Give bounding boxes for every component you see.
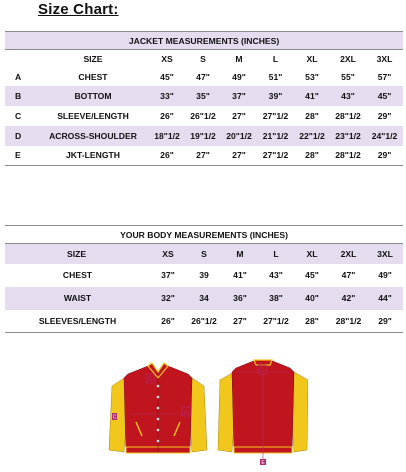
column-header: 3XL <box>377 248 393 259</box>
row-letter: A <box>15 71 22 82</box>
table-cell: 27"1/2 <box>262 110 289 121</box>
table-cell: 44" <box>378 293 392 303</box>
jacket-illustration <box>108 352 308 468</box>
column-header: XS <box>162 248 174 259</box>
jacket-measurements-table <box>5 31 403 166</box>
column-header: S <box>200 53 206 64</box>
table-cell: 27" <box>196 150 210 161</box>
table-cell: 55" <box>341 71 355 82</box>
jacket-front-view <box>109 363 207 453</box>
table-cell: 24"1/2 <box>371 130 398 141</box>
marker-c <box>112 413 117 421</box>
svg-text:D: D <box>259 368 265 374</box>
column-header: M <box>236 248 244 259</box>
table-cell: 41" <box>233 270 247 280</box>
row-label: WAIST <box>63 293 92 303</box>
table-cell: 27" <box>232 110 246 121</box>
table-cell: 45" <box>377 90 392 101</box>
table-cell: 43" <box>341 90 355 101</box>
svg-text:A: A <box>183 410 189 416</box>
table-cell: 23"1/2 <box>335 130 361 141</box>
column-header: M <box>235 53 243 64</box>
table-caption: JACKET MEASUREMENTS (INCHES) <box>128 35 280 46</box>
column-header: L <box>272 53 279 64</box>
table-cell: 29" <box>377 150 392 161</box>
table-cell: 28" <box>305 150 319 161</box>
column-header: L <box>273 248 279 259</box>
table-cell: 33" <box>160 90 174 101</box>
table-cell: 41" <box>305 90 319 101</box>
table-row <box>5 68 403 86</box>
row-label: SLEEVE/LENGTH <box>57 110 129 121</box>
table-cell: 39 <box>199 270 209 280</box>
table-row <box>5 310 403 333</box>
table-row <box>5 146 403 166</box>
column-header: 2XL <box>340 248 357 259</box>
table-cell: 49" <box>232 71 246 82</box>
column-header: XL <box>306 53 318 64</box>
table-cell: 27" <box>232 150 246 161</box>
row-label: SLEEVES/LENGTH <box>38 315 117 326</box>
table-cell: 57" <box>377 71 392 82</box>
row-letter: B <box>15 90 22 101</box>
table-row <box>5 287 403 310</box>
table-cell: 43" <box>269 270 283 280</box>
table-cell: 40" <box>305 293 319 303</box>
table-cell: 35" <box>196 90 210 101</box>
row-letter: D <box>15 130 22 141</box>
table-cell: 27" <box>233 315 247 326</box>
table-cell: 20"1/2 <box>226 130 252 141</box>
table-cell: 42" <box>341 293 356 303</box>
table-cell: 28" <box>305 110 319 121</box>
table-row <box>5 106 403 126</box>
table-cell: 29" <box>378 315 392 326</box>
table-cell: 37" <box>161 270 175 280</box>
table-cell: 51" <box>268 71 283 82</box>
table-cell: 45" <box>305 270 319 280</box>
table-cell: 36" <box>233 293 247 303</box>
table-caption: YOUR BODY MEASUREMENTS (INCHES) <box>120 229 288 240</box>
svg-text:E: E <box>261 460 265 466</box>
table-cell: 26"1/2 <box>190 110 216 121</box>
row-label: CHEST <box>62 270 93 280</box>
table-cell: 47" <box>341 270 356 280</box>
table-row <box>5 264 403 287</box>
body-measurements-table <box>5 225 403 333</box>
table-cell: 26"1/2 <box>191 315 217 326</box>
table-cell: 47" <box>196 71 210 82</box>
svg-text:C: C <box>112 414 117 421</box>
table-cell: 34 <box>199 293 209 303</box>
table-cell: 38" <box>269 293 283 303</box>
table-cell: 39" <box>268 90 283 101</box>
row-label: BOTTOM <box>74 90 112 101</box>
column-header: XS <box>161 53 173 64</box>
table-cell: 21"1/2 <box>262 130 289 141</box>
column-header: SIZE <box>67 248 87 259</box>
row-letter: E <box>15 150 21 161</box>
table-cell: 53" <box>305 71 319 82</box>
column-header: XL <box>306 248 318 259</box>
table-header-row <box>5 50 403 68</box>
table-cell: 28"1/2 <box>335 315 362 326</box>
table-cell: 27"1/2 <box>263 315 289 326</box>
table-cell: 28"1/2 <box>335 110 361 121</box>
row-label: ACROSS-SHOULDER <box>49 130 137 141</box>
table-cell: 18"1/2 <box>154 130 180 141</box>
table-cell: 32" <box>161 293 175 303</box>
table-cell: 29" <box>377 110 392 121</box>
table-cell: 19"1/2 <box>190 130 216 141</box>
table-cell: 22"1/2 <box>299 130 325 141</box>
table-header-row <box>5 244 403 264</box>
table-cell: 49" <box>378 270 392 280</box>
row-letter: C <box>15 110 22 121</box>
column-header: 3XL <box>376 53 393 64</box>
table-cell: 45" <box>160 71 174 82</box>
column-header: SIZE <box>83 53 103 64</box>
table-cell: 26" <box>160 150 174 161</box>
column-header: 2XL <box>340 53 356 64</box>
table-cell: 28" <box>305 315 319 326</box>
page-title: Size Chart: <box>38 1 119 18</box>
svg-text:B: B <box>147 377 153 383</box>
column-header: S <box>201 248 207 259</box>
row-label: CHEST <box>78 71 108 82</box>
back-collar <box>254 360 272 365</box>
table-row <box>5 86 403 106</box>
table-cell: 26" <box>161 315 175 326</box>
table-cell: 27"1/2 <box>262 150 289 161</box>
jacket-back-view <box>218 360 308 466</box>
table-cell: 26" <box>160 110 174 121</box>
table-cell: 28"1/2 <box>335 150 361 161</box>
row-label: JKT-LENGTH <box>66 150 120 161</box>
table-cell: 37" <box>232 90 246 101</box>
table-row <box>5 126 403 146</box>
